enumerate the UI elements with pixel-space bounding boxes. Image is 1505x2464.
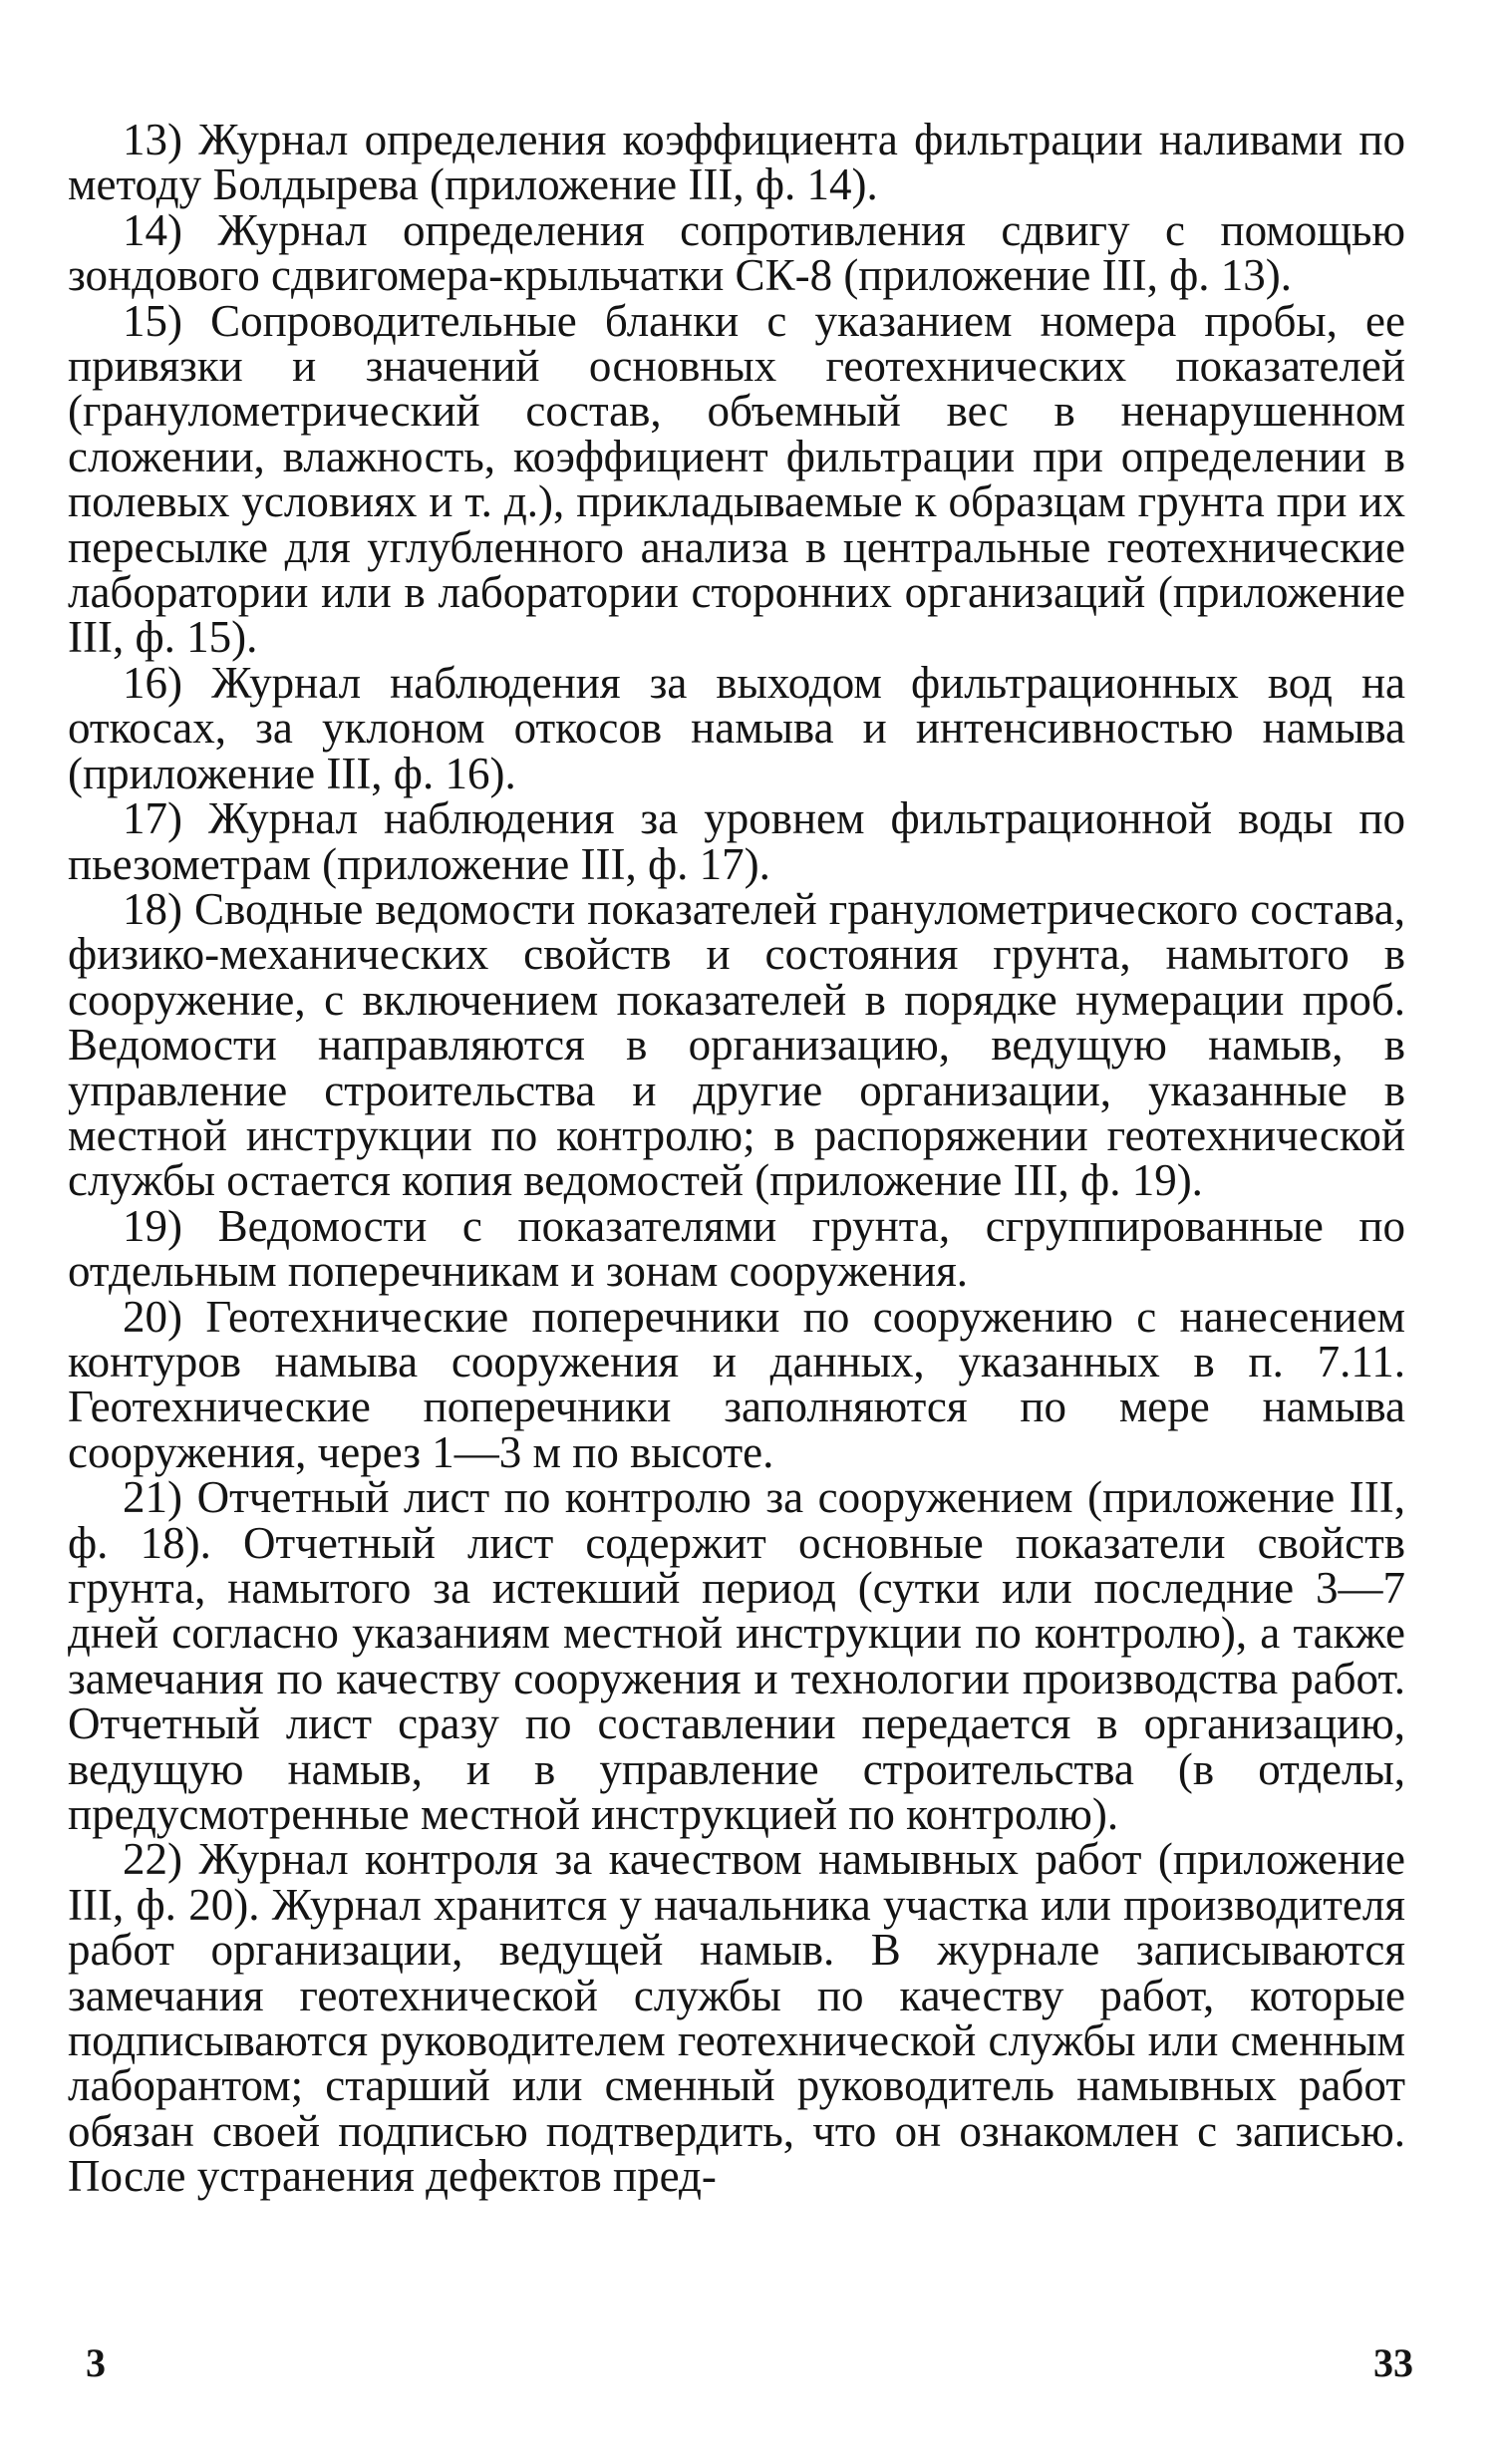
signature-mark: 3 (86, 2340, 106, 2385)
paragraph-item-20: 20) Геотехнические поперечники по сооружению с нанесением контуров намыва сооружения и данных, указанных в п. 7.11. Геотехнические поперечники заполняются по мере намыва сооружения, через 1—3 м по высоте. (68, 1291, 1405, 1477)
page-number: 33 (1373, 2340, 1413, 2385)
paragraph-item-16: 16) Журнал наблюдения за выходом фильтрационных вод на откосах, за уклоном откосов намыва и интенсивностью намыва (приложение III, ф. 16). (68, 657, 1405, 798)
document-page (68, 115, 1405, 2202)
paragraph-item-22: 22) Журнал контроля за качеством намывных работ (приложение III, ф. 20). Журнал хранится у начальника участка или производителя работ организации, ведущей намыв. В журнале записываются замечания геотехнической службы по качеству работ, которые подписываются руководителем геотехнической службы или сменным лаборантом; старший или сменный руководитель намывных работ обязан своей подписью подтвердить, что он ознакомлен с записью. После устранения дефектов пред- (68, 1834, 1405, 2202)
paragraph-item-14: 14) Журнал определения сопротивления сдвигу с помощью зондового сдвигомера-крыльчатки СК-8 (приложение III, ф. 13). (68, 204, 1405, 301)
paragraph-item-13: 13) Журнал определения коэффициента фильтрации наливами по методу Болдырева (приложение III, ф. 14). (68, 115, 1405, 210)
paragraph-item-21: 21) Отчетный лист по контролю за сооружением (приложение III, ф. 18). Отчетный лист содержит основные показатели свойств грунта, намытого за истекший период (сутки или последние 3—7 дней согласно указаниям местной инструкции по контролю), а также замечания по качеству сооружения и технологии производства работ. Отчетный лист сразу по составлении передается в организацию, ведущую намыв, и в управление строительства (в отделы, предусмотренные местной инструкцией по контролю). (68, 1472, 1405, 1840)
paragraph-item-15: 15) Сопроводительные бланки с указанием номера пробы, ее привязки и значений основных геотехнических показателей (гранулометрический состав, объемный вес в ненарушенном сложении, влажность, коэффициент фильтрации при определении в полевых условиях и т. д.), прикладываемые к образцам грунта при их пересылке для углубленного анализа в центральные геотехнические лаборатории или в лаборатории сторонних организаций (приложение III, ф. 15). (68, 295, 1405, 663)
paragraph-item-17: 17) Журнал наблюдения за уровнем фильтрационной воды по пьезометрам (приложение III, ф. 17). (68, 793, 1405, 889)
paragraph-item-18: 18) Сводные ведомости показателей гранулометрического состава, физико-механических свойств и состояния грунта, намытого в сооружение, с включением показателей в порядке нумерации проб. Ведомости направляются в организацию, ведущую намыв, в управление строительства и другие организации, указанные в местной инструкции по контролю; в распоряжении геотехнической службы остается копия ведомостей (приложение III, ф. 19). (68, 883, 1405, 1206)
paragraph-item-19: 19) Ведомости с показателями грунта, сгруппированные по отдельным поперечникам и зонам сооружения. (68, 1200, 1405, 1297)
